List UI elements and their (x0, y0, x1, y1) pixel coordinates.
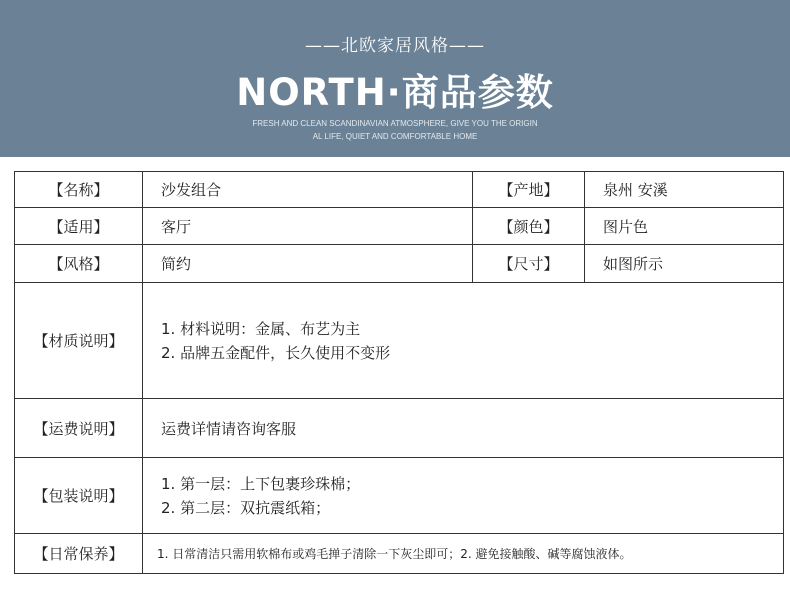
table-row (15, 208, 784, 245)
banner-english-text (0, 117, 790, 143)
table-row (15, 399, 784, 458)
table-row (15, 245, 784, 283)
packaging-label: 【包装说明】 (15, 458, 143, 534)
table-row (15, 172, 784, 208)
table-row (15, 283, 784, 399)
care-value: 1. 日常清洁只需用软棉布或鸡毛掸子清除一下灰尘即可；2. 避免接触酸、碱等腐蚀液体。 (143, 534, 784, 574)
name-value: 沙发组合 (143, 172, 473, 208)
product-params-table (14, 171, 784, 574)
english-line-2: AL LIFE, QUIET AND COMFORTABLE HOME (312, 132, 478, 141)
origin-value: 泉州 安溪 (585, 172, 784, 208)
name-label: 【名称】 (15, 172, 143, 208)
care-label: 【日常保养】 (15, 534, 143, 574)
banner-title: NORTH·商品参数 (236, 71, 554, 114)
table-row (15, 458, 784, 534)
shipping-value: 运费详情请咨询客服 (143, 399, 784, 458)
color-label: 【颜色】 (473, 208, 585, 245)
packaging-description (143, 458, 784, 534)
material-line-2: 2. 品牌五金配件，长久使用不变形 (161, 343, 391, 362)
style-label: 【风格】 (15, 245, 143, 283)
english-line-1: FRESH AND CLEAN SCANDINAVIAN ATMOSPHERE, GIVE YOU THE ORIGIN (252, 119, 538, 128)
origin-label: 【产地】 (473, 172, 585, 208)
packaging-line-2: 2. 第二层：双抗震纸箱； (161, 498, 331, 517)
usage-value: 客厅 (143, 208, 473, 245)
packaging-line-1: 1. 第一层：上下包裹珍珠棉； (161, 474, 361, 493)
banner-subtitle: ——北欧家居风格—— (305, 36, 485, 56)
size-label: 【尺寸】 (473, 245, 585, 283)
header-banner (0, 0, 790, 157)
material-description (143, 283, 784, 399)
size-value: 如图所示 (585, 245, 784, 283)
style-value: 简约 (143, 245, 473, 283)
color-value: 图片色 (585, 208, 784, 245)
material-label: 【材质说明】 (15, 283, 143, 399)
usage-label: 【适用】 (15, 208, 143, 245)
table-row (15, 534, 784, 574)
shipping-label: 【运费说明】 (15, 399, 143, 458)
material-line-1: 1. 材料说明：金属、布艺为主 (161, 319, 361, 338)
